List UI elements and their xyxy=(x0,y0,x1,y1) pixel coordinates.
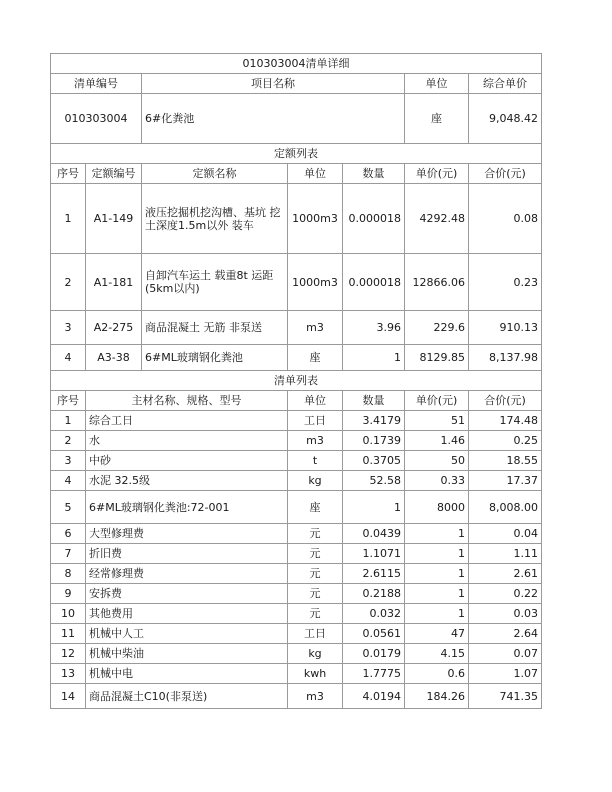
material-header-total: 合价(元) xyxy=(469,391,542,411)
material-unit-price: 1.46 xyxy=(405,431,469,451)
material-unit: 元 xyxy=(288,564,343,584)
material-total: 0.25 xyxy=(469,431,542,451)
material-name: 安拆费 xyxy=(86,584,288,604)
material-no: 13 xyxy=(51,664,86,684)
material-no: 10 xyxy=(51,604,86,624)
list-item-name: 6#化粪池 xyxy=(142,94,405,144)
material-no: 8 xyxy=(51,564,86,584)
material-row xyxy=(51,664,542,684)
quota-section-row xyxy=(51,144,542,164)
material-total: 1.07 xyxy=(469,664,542,684)
material-total: 741.35 xyxy=(469,684,542,709)
list-item-code: 010303004 xyxy=(51,94,142,144)
material-qty: 52.58 xyxy=(343,471,405,491)
material-qty: 1 xyxy=(343,491,405,524)
material-no: 4 xyxy=(51,471,86,491)
material-unit-price: 50 xyxy=(405,451,469,471)
material-unit: 工日 xyxy=(288,624,343,644)
quota-code: A1-149 xyxy=(86,184,142,254)
material-total: 2.61 xyxy=(469,564,542,584)
material-qty: 3.4179 xyxy=(343,411,405,431)
quota-code: A1-181 xyxy=(86,254,142,311)
material-unit: kwh xyxy=(288,664,343,684)
material-no: 5 xyxy=(51,491,86,524)
header-item-name: 项目名称 xyxy=(142,74,405,94)
list-item-unit: 座 xyxy=(405,94,469,144)
material-unit-price: 0.6 xyxy=(405,664,469,684)
material-qty: 0.0561 xyxy=(343,624,405,644)
quota-qty: 0.000018 xyxy=(343,254,405,311)
material-qty: 0.0179 xyxy=(343,644,405,664)
material-name: 经常修理费 xyxy=(86,564,288,584)
material-no: 3 xyxy=(51,451,86,471)
material-no: 9 xyxy=(51,584,86,604)
material-unit: m3 xyxy=(288,431,343,451)
quota-qty: 3.96 xyxy=(343,311,405,345)
quota-unit: 1000m3 xyxy=(288,184,343,254)
material-name: 机械中人工 xyxy=(86,624,288,644)
quota-header-unit-price: 单价(元) xyxy=(405,164,469,184)
quota-row xyxy=(51,184,542,254)
material-row xyxy=(51,451,542,471)
material-no: 6 xyxy=(51,524,86,544)
material-qty: 0.2188 xyxy=(343,584,405,604)
material-unit: kg xyxy=(288,644,343,664)
quota-no: 2 xyxy=(51,254,86,311)
material-row xyxy=(51,684,542,709)
quota-total: 0.23 xyxy=(469,254,542,311)
material-header-name: 主材名称、规格、型号 xyxy=(86,391,288,411)
list-item-price: 9,048.42 xyxy=(469,94,542,144)
material-total: 0.22 xyxy=(469,584,542,604)
quota-qty: 1 xyxy=(343,345,405,371)
material-name: 中砂 xyxy=(86,451,288,471)
material-row xyxy=(51,544,542,564)
quota-name: 6#ML玻璃钢化粪池 xyxy=(142,345,288,371)
quota-unit: m3 xyxy=(288,311,343,345)
material-name: 综合工日 xyxy=(86,411,288,431)
list-item-row xyxy=(51,94,542,144)
header-unit: 单位 xyxy=(405,74,469,94)
quota-header-row xyxy=(51,164,542,184)
material-unit: 工日 xyxy=(288,411,343,431)
quota-no: 3 xyxy=(51,311,86,345)
quota-no: 1 xyxy=(51,184,86,254)
material-row xyxy=(51,411,542,431)
material-row xyxy=(51,604,542,624)
material-unit-price: 1 xyxy=(405,604,469,624)
quota-header-name: 定额名称 xyxy=(142,164,288,184)
material-row xyxy=(51,431,542,451)
quota-header-unit: 单位 xyxy=(288,164,343,184)
quota-name: 自卸汽车运土 载重8t 运距(5km以内) xyxy=(142,254,288,311)
quota-header-no: 序号 xyxy=(51,164,86,184)
material-no: 2 xyxy=(51,431,86,451)
quota-section-title: 定额列表 xyxy=(51,144,542,164)
material-name: 商品混凝土C10(非泵送) xyxy=(86,684,288,709)
material-unit-price: 47 xyxy=(405,624,469,644)
material-unit: t xyxy=(288,451,343,471)
material-name: 水泥 32.5级 xyxy=(86,471,288,491)
quota-name: 液压挖掘机挖沟槽、基坑 挖土深度1.5m以外 装车 xyxy=(142,184,288,254)
material-unit-price: 1 xyxy=(405,584,469,604)
material-unit-price: 0.33 xyxy=(405,471,469,491)
material-name: 折旧费 xyxy=(86,544,288,564)
material-section-title: 清单列表 xyxy=(51,371,542,391)
material-row xyxy=(51,491,542,524)
quota-total: 8,137.98 xyxy=(469,345,542,371)
material-unit-price: 1 xyxy=(405,544,469,564)
material-section-row xyxy=(51,371,542,391)
quota-header-qty: 数量 xyxy=(343,164,405,184)
material-no: 1 xyxy=(51,411,86,431)
material-total: 0.07 xyxy=(469,644,542,664)
material-name: 机械中电 xyxy=(86,664,288,684)
material-row xyxy=(51,564,542,584)
quota-qty: 0.000018 xyxy=(343,184,405,254)
quota-name: 商品混凝土 无筋 非泵送 xyxy=(142,311,288,345)
quota-unit-price: 12866.06 xyxy=(405,254,469,311)
material-unit: 元 xyxy=(288,524,343,544)
quota-unit-price: 4292.48 xyxy=(405,184,469,254)
material-total: 0.03 xyxy=(469,604,542,624)
title-row xyxy=(51,54,542,74)
material-qty: 0.032 xyxy=(343,604,405,624)
material-total: 2.64 xyxy=(469,624,542,644)
detail-table xyxy=(50,53,542,709)
material-header-qty: 数量 xyxy=(343,391,405,411)
material-header-no: 序号 xyxy=(51,391,86,411)
quota-row xyxy=(51,311,542,345)
material-unit-price: 4.15 xyxy=(405,644,469,664)
material-qty: 1.7775 xyxy=(343,664,405,684)
material-row xyxy=(51,524,542,544)
quota-row xyxy=(51,254,542,311)
material-no: 14 xyxy=(51,684,86,709)
material-unit: 元 xyxy=(288,584,343,604)
material-name: 其他费用 xyxy=(86,604,288,624)
quota-row xyxy=(51,345,542,371)
page-title: 010303004清单详细 xyxy=(51,54,542,74)
quota-total: 0.08 xyxy=(469,184,542,254)
quota-code: A2-275 xyxy=(86,311,142,345)
material-name: 6#ML玻璃钢化粪池:72-001 xyxy=(86,491,288,524)
material-name: 大型修理费 xyxy=(86,524,288,544)
material-unit-price: 8000 xyxy=(405,491,469,524)
material-qty: 0.0439 xyxy=(343,524,405,544)
material-unit-price: 184.26 xyxy=(405,684,469,709)
material-unit-price: 1 xyxy=(405,564,469,584)
material-unit: m3 xyxy=(288,684,343,709)
material-qty: 0.1739 xyxy=(343,431,405,451)
material-header-unit-price: 单价(元) xyxy=(405,391,469,411)
material-total: 1.11 xyxy=(469,544,542,564)
quota-header-total: 合价(元) xyxy=(469,164,542,184)
material-row xyxy=(51,644,542,664)
material-no: 7 xyxy=(51,544,86,564)
quota-no: 4 xyxy=(51,345,86,371)
material-total: 18.55 xyxy=(469,451,542,471)
material-qty: 1.1071 xyxy=(343,544,405,564)
material-unit: kg xyxy=(288,471,343,491)
material-header-row xyxy=(51,391,542,411)
material-unit: 元 xyxy=(288,544,343,564)
header-list-code: 清单编号 xyxy=(51,74,142,94)
material-total: 8,008.00 xyxy=(469,491,542,524)
material-qty: 0.3705 xyxy=(343,451,405,471)
material-unit: 元 xyxy=(288,604,343,624)
quota-header-code: 定额编号 xyxy=(86,164,142,184)
quota-unit: 1000m3 xyxy=(288,254,343,311)
material-row xyxy=(51,624,542,644)
material-unit-price: 51 xyxy=(405,411,469,431)
material-header-unit: 单位 xyxy=(288,391,343,411)
material-row xyxy=(51,584,542,604)
quota-total: 910.13 xyxy=(469,311,542,345)
quota-unit-price: 8129.85 xyxy=(405,345,469,371)
quota-unit: 座 xyxy=(288,345,343,371)
material-total: 174.48 xyxy=(469,411,542,431)
material-qty: 4.0194 xyxy=(343,684,405,709)
quota-code: A3-38 xyxy=(86,345,142,371)
material-total: 17.37 xyxy=(469,471,542,491)
material-total: 0.04 xyxy=(469,524,542,544)
material-row xyxy=(51,471,542,491)
material-no: 12 xyxy=(51,644,86,664)
list-header-row xyxy=(51,74,542,94)
material-no: 11 xyxy=(51,624,86,644)
material-unit: 座 xyxy=(288,491,343,524)
material-unit-price: 1 xyxy=(405,524,469,544)
material-name: 机械中柴油 xyxy=(86,644,288,664)
quota-unit-price: 229.6 xyxy=(405,311,469,345)
material-qty: 2.6115 xyxy=(343,564,405,584)
header-composite-price: 综合单价 xyxy=(469,74,542,94)
material-name: 水 xyxy=(86,431,288,451)
